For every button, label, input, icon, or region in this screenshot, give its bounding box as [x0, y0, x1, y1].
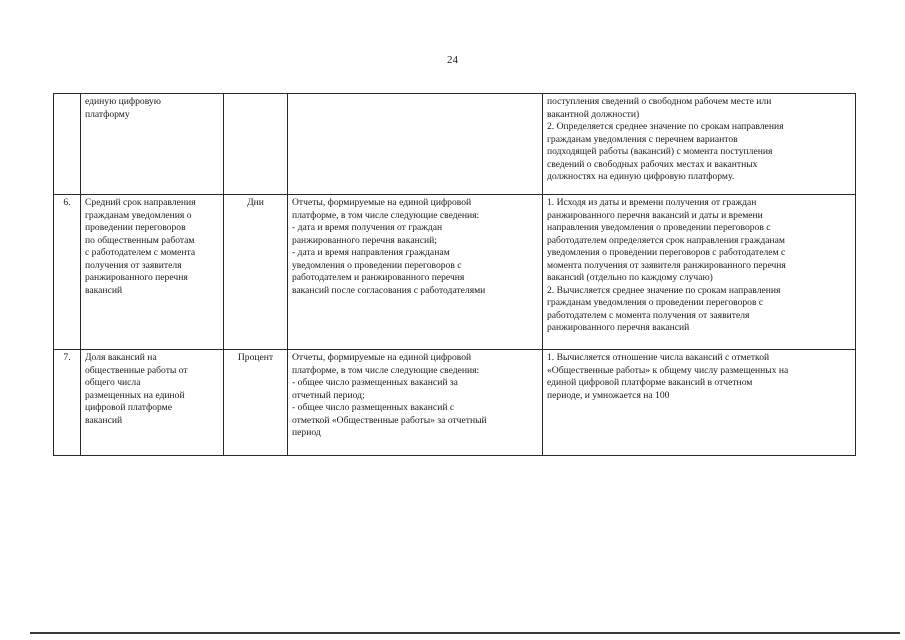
cell-text-line: уведомления о проведении переговоров с	[292, 259, 462, 271]
cell-text-line: общественные работы от	[85, 364, 188, 376]
cell-text-line: вакансий	[85, 414, 123, 426]
cell-text-line: отчетный период;	[292, 389, 365, 401]
data-source	[288, 94, 543, 195]
calculation-method	[543, 350, 856, 456]
cell-text-line: единой цифровой платформе вакансий в отчетном	[547, 377, 753, 388]
row-number	[54, 94, 81, 195]
indicator-name	[81, 94, 224, 195]
cell-text-line: с работодателем с момента	[85, 247, 196, 258]
cell-text-line: платформе, в том числе следующие сведения:	[292, 364, 480, 376]
cell-text-line: - дата и время получения от граждан	[292, 222, 443, 233]
page-number: 24	[447, 54, 458, 66]
cell-text-line: 1. Вычисляется отношение числа вакансий с отметкой	[547, 352, 770, 363]
indicator-name	[81, 350, 224, 456]
calculation-method	[543, 195, 856, 350]
unit-of-measure: Процент	[224, 350, 288, 456]
cell-text-line: уведомления о проведении переговоров с работодателем с	[547, 247, 786, 258]
cell-text-line: получения от заявителя	[85, 259, 182, 271]
cell-text-line: Средний срок направления	[85, 197, 196, 208]
cell-text-line: общего числа	[85, 377, 141, 388]
cell-text-line: проведении переговоров	[85, 222, 186, 233]
cell-text-line: ранжированного перечня	[85, 272, 188, 283]
cell-text-line: платформу	[85, 108, 130, 120]
cell-text-line: сведений о свободных рабочих местах и вакантных	[547, 158, 758, 170]
cell-text-line: 2. Вычисляется среднее значение по срокам направления	[547, 284, 781, 296]
cell-text-line: - общее число размещенных вакансий с	[292, 402, 455, 413]
data-source	[288, 350, 543, 456]
row-number: 7.	[54, 350, 81, 456]
cell-text-line: должностях на единую цифровую платформу.	[547, 171, 735, 182]
cell-text-line: период	[292, 427, 321, 438]
cell-text-line: гражданам уведомления с перечнем вариантов	[547, 133, 738, 145]
cell-text-line: «Общественные работы» к общему числу размещенных на	[547, 364, 789, 376]
cell-text-line: направления уведомления о проведении переговоров с	[547, 222, 771, 233]
table-row	[54, 195, 856, 350]
indicators-table	[53, 93, 856, 456]
row-number: 6.	[54, 195, 81, 350]
cell-text-line: Отчеты, формируемые на единой цифровой	[292, 197, 472, 208]
calculation-method	[543, 94, 856, 195]
cell-text-line: платформе, в том числе следующие сведения:	[292, 209, 480, 221]
cell-text-line: - дата и время направления гражданам	[292, 247, 450, 258]
cell-text-line: - общее число размещенных вакансий за	[292, 377, 458, 388]
cell-text-line: ранжированного перечня вакансий и даты и времени	[547, 209, 763, 221]
cell-text-line: гражданам уведомления о	[85, 209, 192, 221]
cell-text-line: подходящей работы (вакансий) с момента поступления	[547, 146, 773, 157]
table-row	[54, 350, 856, 456]
cell-text-line: цифровой платформе	[85, 402, 172, 413]
scan-edge-line	[30, 632, 900, 634]
cell-text-line: вакансий после согласования с работодателями	[292, 284, 486, 296]
cell-text-line: по общественным работам	[85, 234, 195, 246]
cell-text-line: ранжированного перечня вакансий	[547, 322, 690, 333]
cell-text-line: вакантной должности)	[547, 108, 640, 120]
unit-of-measure: Дни	[224, 195, 288, 350]
data-source	[288, 195, 543, 350]
cell-text-line: Доля вакансий на	[85, 352, 157, 363]
cell-text-line: ранжированного перечня вакансий;	[292, 234, 437, 246]
indicator-name	[81, 195, 224, 350]
cell-text-line: Отчеты, формируемые на единой цифровой	[292, 352, 472, 363]
cell-text-line: 1. Исходя из даты и времени получения от граждан	[547, 197, 757, 208]
cell-text-line: поступления сведений о свободном рабочем месте или	[547, 96, 772, 107]
table-row	[54, 94, 856, 195]
indicators-table-body	[54, 94, 856, 456]
cell-text-line: работодателем определяется срок направления гражданам	[547, 234, 786, 246]
cell-text-line: периоде, и умножается на 100	[547, 389, 670, 401]
unit-of-measure	[224, 94, 288, 195]
cell-text-line: момента получения от заявителя ранжированного перечня	[547, 259, 786, 271]
cell-text-line: вакансий	[85, 284, 123, 296]
cell-text-line: единую цифровую	[85, 96, 161, 107]
cell-text-line: работодателем и ранжированного перечня	[292, 272, 465, 283]
cell-text-line: работодателем с момента получения от заявителя	[547, 309, 750, 321]
cell-text-line: вакансий (отдельно по каждому случаю)	[547, 272, 713, 283]
cell-text-line: отметкой «Общественные работы» за отчетный	[292, 414, 487, 426]
cell-text-line: размещенных на единой	[85, 389, 185, 401]
cell-text-line: гражданам уведомления о проведении переговоров с	[547, 297, 764, 308]
cell-text-line: 2. Определяется среднее значение по срокам направления	[547, 121, 784, 132]
